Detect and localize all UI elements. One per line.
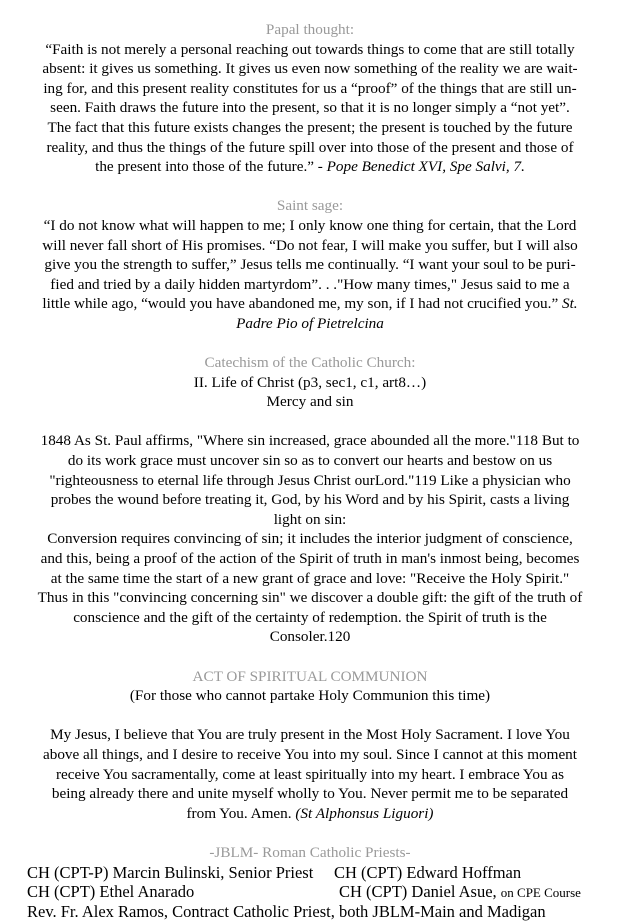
blank-line [0, 647, 620, 667]
text-line [0, 392, 620, 412]
text-line [0, 686, 620, 706]
line-text: “Faith is not merely a personal reaching out towards things to come that are still totally [45, 40, 575, 58]
text-line [0, 765, 620, 785]
line-text: probes the wound before treating it, God, by his Word and by his Spirit, casts a living [50, 491, 570, 509]
text-line [0, 529, 620, 549]
priest-note: on CPE Course [500, 885, 581, 901]
line-text: (For those who cannot partake Holy Communion this time) [129, 687, 491, 705]
section-priests [0, 843, 620, 921]
priest-name [334, 863, 521, 883]
line-text: “I do not know what will happen to me; I only know one thing for certain, that the Lord [43, 216, 577, 234]
line-text: Mercy and sin [266, 393, 354, 411]
line-text: Thus in this "convincing concerning sin" we discover a double gift: the gift of the truth of [37, 589, 583, 607]
line-text: the present into those of the future.” - [95, 158, 327, 176]
text-line [0, 118, 620, 138]
text-line [0, 373, 620, 393]
text-line [0, 706, 620, 726]
line-text: will never fall short of His promises. “Do not fear, I will make you suffer, but I will also [42, 236, 578, 254]
text-line [0, 510, 620, 530]
priest-name-text: CH (CPT) Edward Hoffman [334, 862, 522, 882]
text-line [0, 216, 620, 236]
line-text: from You. Amen. [186, 804, 296, 822]
text-line [0, 40, 620, 60]
line-text: fied and tried by a daily hidden martyrdom”. . ."How many times," Jesus said to me a [50, 275, 570, 293]
line-text: light on sin: [273, 510, 347, 528]
text-line [0, 588, 620, 608]
attribution: Padre Pio of Pietrelcina [236, 314, 384, 332]
text-line [0, 804, 620, 824]
line-text: being already there and unite myself wholly to You. Never permit me to be separated [51, 785, 569, 803]
line-text: at the same time the start of a new grant of grace and love: "Receive the Holy Spirit." [50, 569, 570, 587]
line-text: My Jesus, I believe that You are truly present in the Most Holy Sacrament. I love You [50, 726, 570, 744]
priest-row [0, 882, 620, 902]
text-line [0, 157, 620, 177]
text-line [0, 294, 620, 314]
line-text: II. Life of Christ (p3, sec1, c1, art8…) [193, 373, 427, 391]
section-saint-sage [0, 196, 620, 333]
attribution: St. [561, 295, 578, 313]
text-line [0, 471, 620, 491]
line-text: do its work grace must uncover sin so as to convert our hearts and bestow on us [67, 452, 553, 470]
section-heading: Catechism of the Catholic Church: [204, 354, 416, 372]
text-line [0, 79, 620, 99]
text-line [0, 490, 620, 510]
line-text: "righteousness to eternal life through Jesus Christ ourLord."119 Like a physician who [49, 471, 571, 489]
line-text: ing for, and this present reality constitutes for us a “proof” of the things that are still un- [43, 79, 577, 97]
text-line [0, 784, 620, 804]
line-text: absent: it gives us something. It gives us even now something of the reality we are wait- [42, 60, 578, 78]
priest-name: Rev. Fr. Alex Ramos, Contract Catholic Priest, both JBLM-Main and Madigan [27, 901, 546, 921]
line-text: above all things, and I desire to receive You into my soul. Since I cannot at this moment [43, 745, 577, 763]
priest-name: CH (CPT) Ethel Anarado [27, 882, 195, 902]
section-heading: ACT OF SPIRITUAL COMMUNION [192, 667, 428, 685]
text-line [0, 569, 620, 589]
text-line [0, 549, 620, 569]
blank-line [0, 823, 620, 843]
section-catechism [0, 353, 620, 647]
priest-name: CH (CPT-P) Marcin Bulinski, Senior Priest [27, 862, 314, 882]
line-text: give you the strength to suffer,” Jesus tells me continually. “I want your soul to be puri- [44, 256, 576, 274]
text-line [0, 725, 620, 745]
line-text: reality, and thus the things of the future spill over into those of the present and those of [46, 138, 574, 156]
text-line [0, 412, 620, 432]
line-text: conscience and the gift of the certainty of redemption. the Spirit of truth is the [73, 608, 547, 626]
attribution: (St Alphonsus Liguori) [295, 804, 434, 822]
line-text: and this, being a proof of the action of the Spirit of truth in man's inmost being, becomes [40, 550, 580, 568]
blank-line [0, 177, 620, 197]
text-line [0, 255, 620, 275]
priest-name-text: CH (CPT) Daniel Asue, [339, 882, 501, 902]
section-papal-thought [0, 20, 620, 177]
priest-name [339, 882, 581, 903]
line-text: The fact that this future exists changes the present; the present is touched by the future [47, 118, 573, 136]
line-text: Consoler.120 [269, 628, 351, 646]
text-line [0, 627, 620, 647]
line-text: seen. Faith draws the future into the present, so that it is no longer simply a “not yet”. [50, 99, 570, 117]
priest-row [0, 863, 620, 883]
text-line [0, 451, 620, 471]
attribution: Pope Benedict XVI, Spe Salvi, 7. [326, 158, 525, 176]
priest-row [0, 902, 620, 921]
text-line [0, 745, 620, 765]
text-line [0, 431, 620, 451]
text-line [0, 608, 620, 628]
blank-line [0, 334, 620, 354]
section-heading: Papal thought: [265, 21, 355, 38]
text-line [0, 138, 620, 158]
line-text: receive You sacramentally, come at least spiritually into my heart. I embrace You as [55, 765, 565, 783]
text-line [0, 98, 620, 118]
section-heading: Saint sage: [276, 197, 344, 215]
line-text: little while ago, “would you have abandoned me, my son, if I had not crucified you.” [42, 295, 562, 313]
text-line [0, 275, 620, 295]
text-line [0, 314, 620, 334]
text-line [0, 59, 620, 79]
section-spiritual-communion [0, 667, 620, 824]
section-heading: -JBLM- Roman Catholic Priests- [209, 843, 411, 861]
text-line [0, 236, 620, 256]
line-text: 1848 As St. Paul affirms, "Where sin increased, grace abounded all the more."118 But to [40, 432, 580, 450]
line-text: Conversion requires convincing of sin; it includes the interior judgment of conscience, [47, 530, 573, 548]
